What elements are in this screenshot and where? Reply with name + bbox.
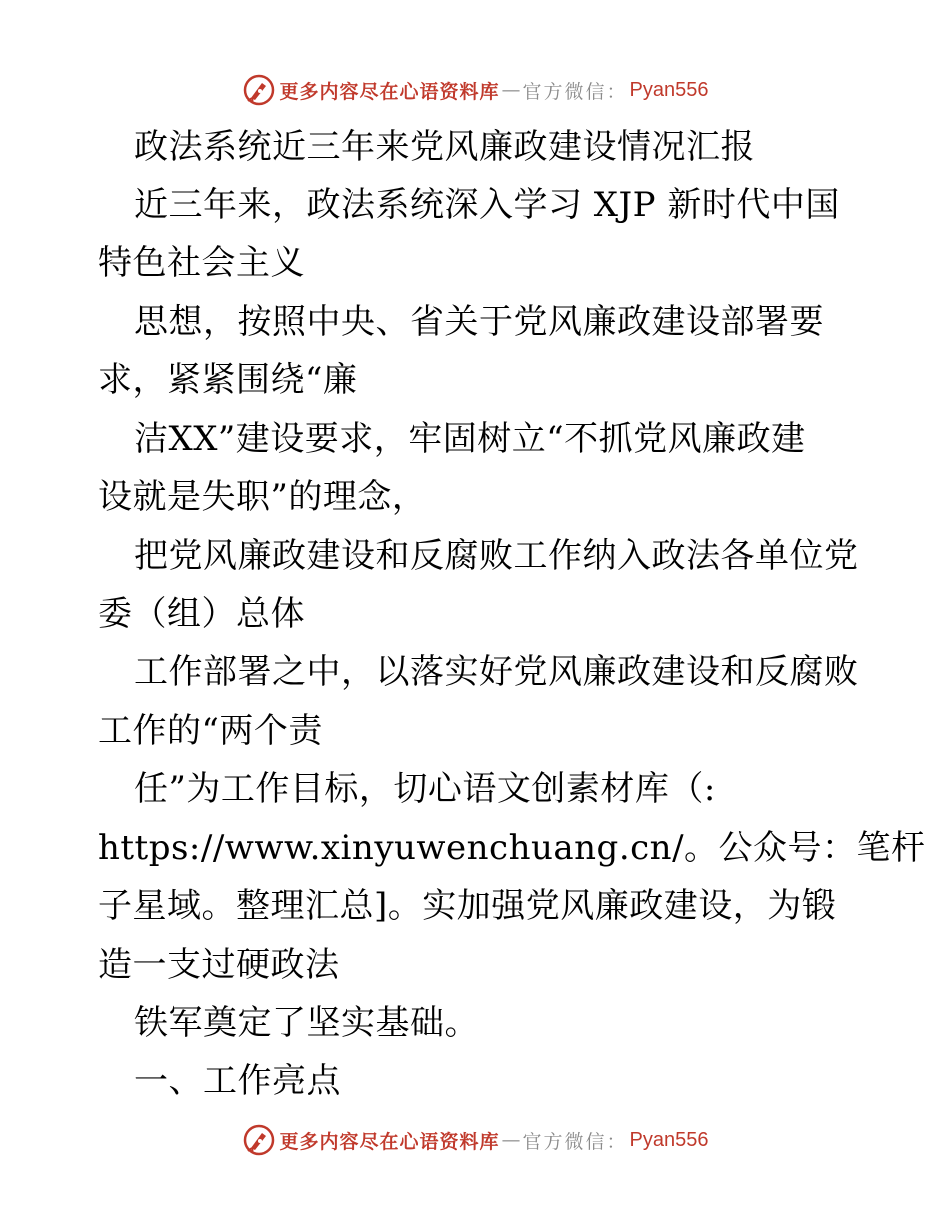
paragraph-line: 特色社会主义: [98, 243, 305, 283]
paragraph-line: 洁XX”建设要求，牢固树立“不抓党风廉政建: [134, 419, 806, 459]
paragraph-line: 造一支过硬政法: [98, 945, 340, 985]
paragraph-line: 委（组）总体: [98, 594, 305, 634]
paragraph-line: 设就是失职”的理念，: [98, 477, 427, 517]
paragraph-line: 近三年来，政法系统深入学习 XJP 新时代中国: [134, 185, 840, 225]
paragraph-line: 思想，按照中央、省关于党风廉政建设部署要: [134, 302, 824, 342]
watermark-brand-text: 更多内容尽在心语资料库: [279, 80, 500, 103]
paragraph-line: 任”为工作目标，切心语文创素材库（:: [134, 769, 716, 809]
paragraph-line: 工作部署之中，以落实好党风廉政建设和反腐败: [134, 652, 859, 692]
paragraph-line: 铁军奠定了坚实基础。: [134, 1003, 479, 1043]
paragraph-line: 子星域。整理汇总]。实加强党风廉政建设，为锻: [98, 886, 837, 926]
watermark-dash: —: [501, 1129, 521, 1151]
paragraph-line: 工作的“两个责: [98, 711, 323, 751]
paragraph-line: 把党风廉政建设和反腐败工作纳入政法各单位党: [134, 536, 859, 576]
document-title: 政法系统近三年来党风廉政建设情况汇报: [134, 127, 755, 167]
watermark-official-text: 官方微信：: [522, 80, 628, 103]
paragraph-line-url: https://www.xinyuwenchuang.cn/。公众号：笔杆: [98, 828, 926, 868]
section-heading: 一、工作亮点: [134, 1061, 341, 1101]
pen-nib-circle-icon: [242, 1123, 276, 1157]
footer-watermark: [0, 1120, 950, 1160]
watermark-wechat-id: Pyan556: [629, 78, 709, 101]
watermark-wechat-id: Pyan556: [629, 1128, 709, 1151]
watermark-dash: —: [501, 79, 521, 101]
paragraph-line: 求，紧紧围绕“廉: [98, 360, 358, 400]
watermark-official-text: 官方微信：: [522, 1130, 628, 1153]
watermark-brand-text: 更多内容尽在心语资料库: [279, 1130, 500, 1153]
